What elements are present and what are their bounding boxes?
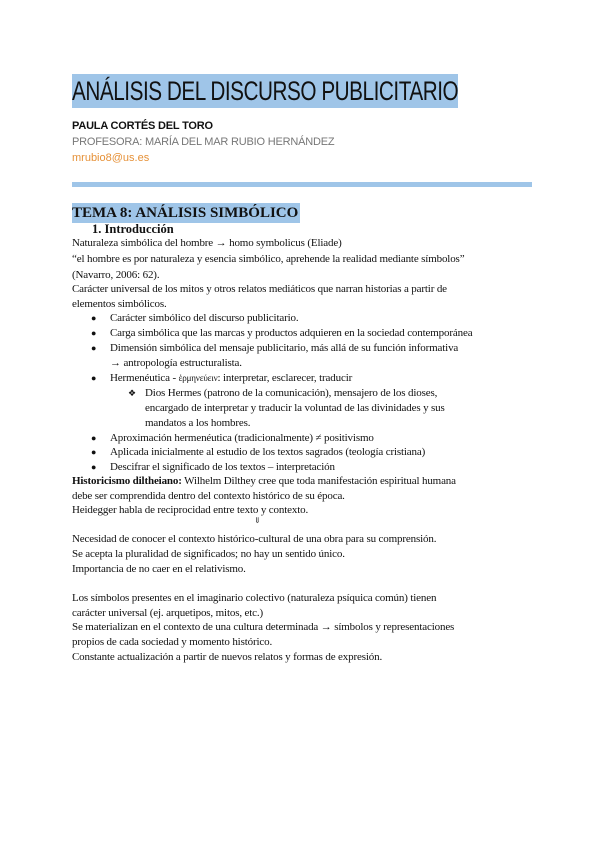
bullet-icon: ●: [91, 343, 97, 353]
paragraph-line: Los símbolos presentes en el imaginario colectivo (naturaleza psíquica común) tienen: [72, 592, 437, 604]
paragraph-line: Se acepta la pluralidad de significados; no hay un sentido único.: [72, 548, 345, 560]
citation-line: (Navarro, 2006: 62).: [72, 269, 160, 281]
bullet-icon: ●: [91, 373, 97, 383]
paragraph-line: Constante actualización a partir de nuevos relatos y formas de expresión.: [72, 651, 383, 663]
header-divider: [72, 182, 532, 187]
bullet-icon: ●: [91, 313, 97, 323]
paragraph-line: debe ser comprendida dentro del contexto histórico de su época.: [72, 490, 345, 502]
bullet-icon: ●: [91, 328, 97, 338]
paragraph-line: Carácter universal de los mitos y otros relatos mediáticos que narran historias a partir de: [72, 283, 447, 295]
subsection-heading: 1. Introducción: [92, 222, 174, 236]
list-item: Dimensión simbólica del mensaje publicitario, más allá de su función informativa: [110, 342, 459, 354]
historicism-label: Historicismo diltheiano:: [72, 475, 182, 487]
paragraph-line: carácter universal (ej. arquetipos, mitos, etc.): [72, 607, 264, 619]
list-item: Carga simbólica que las marcas y productos adquieren en la sociedad contemporánea: [110, 327, 473, 339]
professor-name: PROFESORA: MARÍA DEL MAR RUBIO HERNÁNDEZ: [72, 136, 335, 148]
bullet-icon: ●: [91, 447, 97, 457]
paragraph-line: propios de cada sociedad y momento histórico.: [72, 636, 273, 648]
bullet-icon: ●: [91, 433, 97, 443]
list-item-suffix: : interpretar, esclarecer, traducir: [217, 372, 353, 384]
sub-list-item-continuation: mandatos a los hombres.: [145, 417, 251, 429]
paragraph-line: [72, 474, 456, 488]
list-item-continuation: → antropología estructuralista.: [110, 357, 242, 369]
down-arrow-icon: ⇓: [254, 516, 261, 525]
paragraph-line: elementos simbólicos.: [72, 298, 167, 310]
paragraph-line: Necesidad de conocer el contexto histórico-cultural de una obra para su comprensión.: [72, 533, 437, 545]
historicism-text: Wilhelm Dilthey cree que toda manifestación espiritual humana: [181, 475, 456, 487]
sub-list-item: Dios Hermes (patrono de la comunicación), mensajero de los dioses,: [145, 387, 438, 399]
list-item: Descifrar el significado de los textos – interpretación: [110, 461, 335, 473]
quote-line: “el hombre es por naturaleza y esencia simbólico, aprehende la realidad mediante símbolos”: [72, 253, 465, 265]
paragraph-line: Naturaleza simbólica del hombre → homo symbolicus (Eliade): [72, 237, 342, 249]
bullet-icon: ●: [91, 462, 97, 472]
paragraph-line: Heidegger habla de reciprocidad entre texto y contexto.: [72, 504, 309, 516]
sub-list-item-continuation: encargado de interpretar y traducir la voluntad de las divinidades y sus: [145, 402, 445, 414]
professor-email[interactable]: mrubio8@us.es: [72, 152, 150, 164]
paragraph-line: Importancia de no caer en el relativismo.: [72, 563, 246, 575]
list-item: Aplicada inicialmente al estudio de los textos sagrados (teología cristiana): [110, 446, 426, 458]
diamond-bullet-icon: ❖: [128, 388, 137, 398]
document-title: ANÁLISIS DEL DISCURSO PUBLICITARIO: [72, 76, 459, 106]
section-heading: TEMA 8: ANÁLISIS SIMBÓLICO: [72, 205, 299, 221]
list-item: [110, 371, 352, 385]
author-name: PAULA CORTÉS DEL TORO: [72, 120, 213, 132]
greek-term: ἑρμηνεύειν: [178, 373, 218, 383]
paragraph-line: Se materializan en el contexto de una cultura determinada → símbolos y representaciones: [72, 621, 455, 633]
list-item: Aproximación hermenéutica (tradicionalmente) ≠ positivismo: [110, 432, 374, 444]
list-item: Carácter simbólico del discurso publicitario.: [110, 312, 299, 324]
list-item-prefix: Hermenéutica -: [110, 372, 179, 384]
